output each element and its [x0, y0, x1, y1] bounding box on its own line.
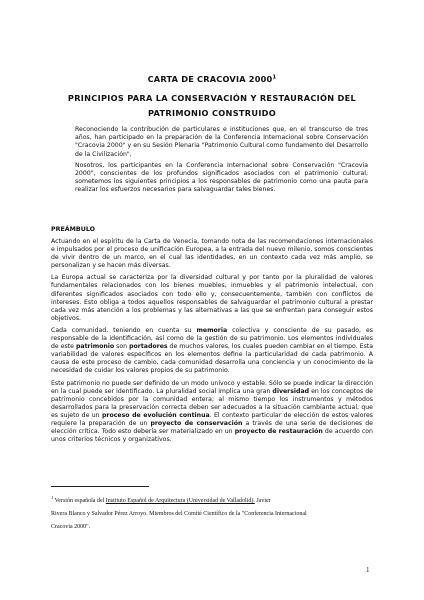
footnote-separator [51, 486, 149, 487]
text-run: Versión española del [53, 498, 106, 504]
text-run: de acuerdo con unos criterios técnicos y organizativos. [51, 428, 373, 444]
bold-term-patrimonio: patrimonio [75, 343, 115, 351]
text-run: . El contexto particular de elección de estos valores requiere la preparación de un [51, 411, 373, 427]
title-text: CARTA DE CRACOVIA 2000 [147, 74, 273, 84]
page-title [0, 74, 424, 84]
bold-term-memoria: memoria [196, 326, 228, 334]
preamble-paragraph-3 [51, 327, 373, 376]
bold-term-proceso-evolucion: proceso de evolución continua [101, 411, 210, 419]
preamble-body [51, 238, 373, 448]
text-run: Javier [254, 498, 271, 504]
text-run: Este patrimonio no puede ser definido de un modo unívoco y estable. Sólo se puede indicar la dirección en la cual puede ser identificado. La pluralidad social implica una gran [51, 379, 374, 395]
title-footnote-mark: 1 [272, 74, 277, 81]
footnote-mark: 1 [51, 495, 54, 500]
text-run: de muchos valores, los cuales pueden cambiar en el tiempo. Esta variabilidad de valores específicos en los elementos define la particularidad de cada patrimonio. A causa de este proceso de cambio, cada comunidad desarrolla una conciencia y un conocimiento de la necesidad de cuidar los valores propios de su patrimonio. [51, 343, 374, 375]
bold-term-diversidad: diversidad [272, 387, 310, 395]
text-run: Cada comunidad, teniendo en cuenta su [51, 326, 197, 334]
page-number: 1 [366, 566, 370, 574]
text-run: son [114, 343, 130, 351]
preamble-paragraph-4 [51, 380, 373, 445]
footnote-line-3: Cracovia 2000". [51, 524, 91, 530]
bold-term-proyecto-restauracion: proyecto de restauración [234, 428, 323, 436]
institute-name: Instituto Español de Arquitectura (Universidad de Valladolid). [105, 498, 255, 504]
bold-term-proyecto-conservacion: proyecto de conservación [150, 419, 243, 427]
intro-paragraph-2: Nosotros, los participantes en la Conferencia Internacional sobre Conservación "Cracovia 2000", conscientes de los profundos significados asociados con el patrimonio cultural, sometemos los siguientes principios a los responsables de patrimonio como una pauta para realizar los esfuerzos necesarios para salvaguardar tales bienes. [75, 161, 368, 194]
bold-term-portadores: portadores [129, 343, 168, 351]
preamble-paragraph-1: Actuando en el espíritu de la Carta de Venecia, tomando nota de las recomendaciones internacionales e impulsados por el proceso de unificación Europea, a la entrada del nuevo milenio, somos conscientes de vivir dentro de un marco, en el cual las identidades, en un contexto cada vez más amplio, se personalizan y se hacen más diversas. [51, 238, 373, 270]
intro-paragraph-1: Reconociendo la contribución de particulares e instituciones que, en el transcurso de tres años, han participado en la preparación de la Conferencia Internacional sobre Conservación "Cracovia 2000" y en su Sesión Plenaria "Patrimonio Cultural como fundamento del Desarrollo de la Civilización", [75, 126, 368, 158]
text-run: a través de una serie de decisiones de elección crítica. Todo esto debería ser materializado en un [51, 419, 373, 436]
intro-section [75, 126, 368, 198]
footnote-line-2: Rivera Blanco y Salvador Pérez Arroyo. Miembros del Comité Científico de la "Conferencia Internacional [51, 511, 307, 517]
page-subtitle [40, 91, 384, 121]
subtitle-line-1: PRINCIPIOS PARA LA CONSERVACIÓN Y RESTAURACIÓN DEL [67, 93, 357, 103]
footnote-line-1 [51, 491, 381, 508]
text-run: en los conceptos de patrimonio concebidos por la comunidad entera; al mismo tiempo los instrumentos y métodos desarrollados para la preservación correcta deben ser adecuados a la situación cambiante actual, que es sujeto de un [51, 387, 373, 419]
preamble-heading: PREÁMBULO [51, 226, 95, 233]
text-run: colectiva y consciente de su pasado, es responsable de la identificación, así como de la gestión de su patrimonio. Los elementos individuales de este [51, 326, 373, 351]
preamble-paragraph-2: La Europa actual se caracteriza por la diversidad cultural y por tanto por la pluralidad de valores fundamentales relacionados con los bienes muebles, inmuebles y el patrimonio intelectual, con diferentes significados asociados con todo ello y, consecuentemente, también con conflictos de intereses. Esto obliga a todos aquellos responsables de salvaguardar el patrimonio cultural a prestar cada vez más atención a los problemas y las alternativas a las que se enfrentan para conseguir estos objetivos. [51, 274, 373, 322]
footnote [51, 491, 381, 534]
subtitle-line-2: PATRIMONIO CONSTRUIDO [147, 108, 277, 118]
